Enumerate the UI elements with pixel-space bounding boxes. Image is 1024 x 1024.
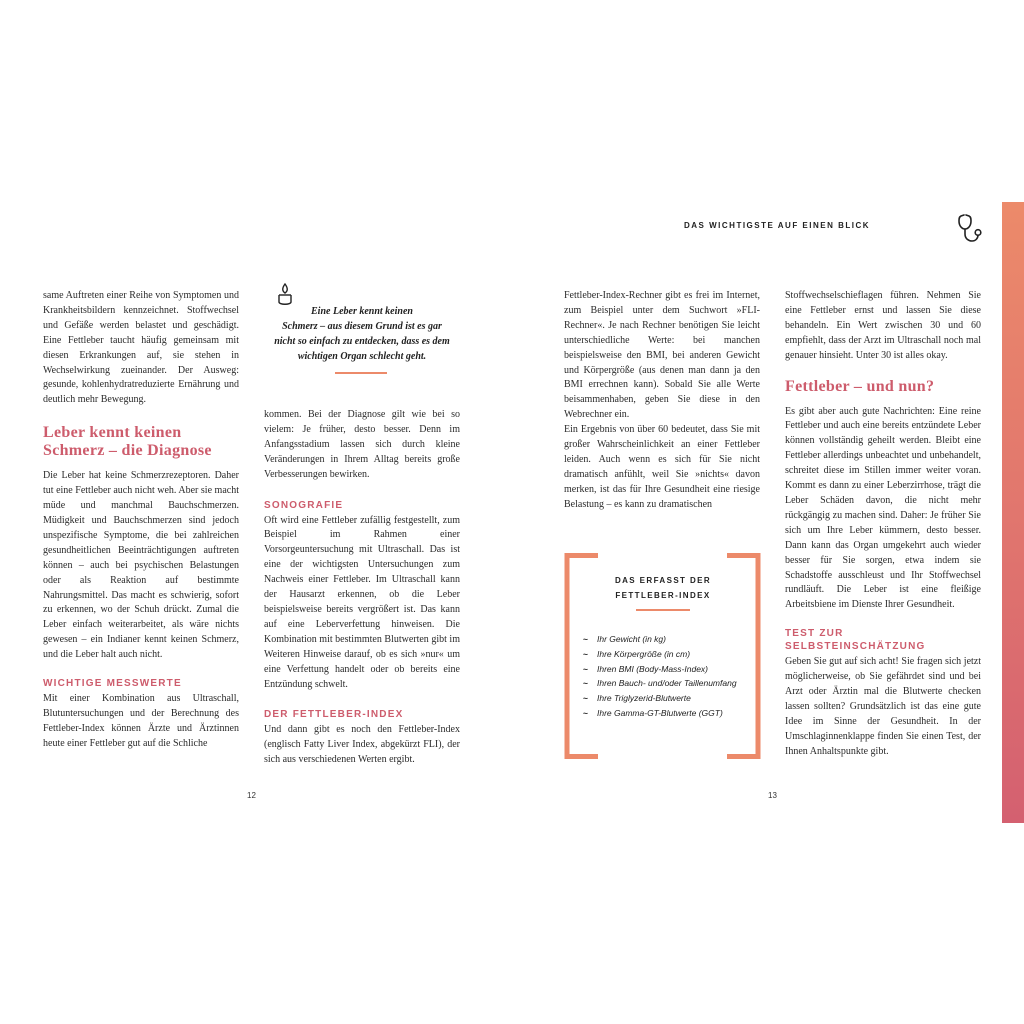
col2-body: kommen. Bei der Diagnose gilt wie bei so vielem: Je früher, desto besser. Denn im Anfangsstadium lassen sich durch kleine Veränderungen in Ihrem Alltag bereits große Verbesserungen bewirken. <box>264 409 460 480</box>
list-item: ~ Ihre Gamma-GT-Blutwerte (GGT) <box>583 706 743 721</box>
tilde-bullet-icon: ~ <box>583 707 588 718</box>
column-3 <box>564 289 760 513</box>
list-item: ~ Ihren Bauch- und/oder Taillenumfang <box>583 676 743 691</box>
list-item: ~ Ihre Körpergröße (in cm) <box>583 647 743 662</box>
col1-body2: Mit einer Kombination aus Ultraschall, Blutuntersuchungen und der Berechnung des Fettleber-Index können Ärzte und Ärztinnen heute einer Fettleber gut auf die Schliche <box>43 693 239 749</box>
box-title: DAS ERFASST DER FETTLEBER-INDEX <box>614 576 712 600</box>
col3-body: Fettleber-Index-Rechner gibt es frei im Internet, zum Beispiel unter dem Suchwort »FLI-Rechner«. Je nach Rechner benötigen Sie leicht unterschiedliche Werte: bei manchen beispielsweise den BMI, bei anderen Gewicht und Körpergröße (aus denen man dann ja den BMI errechnen kann). Sobald Sie alle Werte beisammenhaben, geben Sie diese in den Webrechner ein. <box>564 290 760 421</box>
box-list <box>583 632 743 721</box>
col1-intro: same Auftreten einer Reihe von Symptomen und Krankheitsbildern kennzeichnet. Stoffwechsel und Gefäße werden belastet und geschädigt. Eine Fettleber taucht häufig gemeinsam mit diesen Erkrankungen auf, sie stehen in Wechselwirkung zueinander. Der Ausweg: gesunde, kohlenhydratreduzierte Ernährung und deutlich mehr Bewegung. <box>43 290 239 406</box>
heading-leber-kennt-keinen-schmerz: Leber kennt keinen Schmerz – die Diagnose <box>43 424 212 460</box>
quote-divider <box>335 372 387 374</box>
subheading-test-zur-selbsteinschaetzung: TEST ZUR SELBSTEINSCHÄTZUNG <box>785 628 926 653</box>
subheading-der-fettleber-index: DER FETTLEBER-INDEX <box>264 709 404 721</box>
stethoscope-icon <box>956 212 984 246</box>
box-divider <box>636 609 690 611</box>
column-4 <box>785 289 981 760</box>
col2-body3: Und dann gibt es noch den Fettleber-Index (englisch Fatty Liver Index, abgekürzt FLI), der sich aus verschiedenen Werten ergibt. <box>264 724 460 766</box>
col2-body2: Oft wird eine Fettleber zufällig festgestellt, zum Beispiel im Rahmen einer Vorsorgeuntersuchung mit Ultraschall. Das ist eine der wichtigsten Untersuchungen zum Nachweis einer Fettleber. Im Ultraschall kann der Hausarzt erkennen, ob die Leber beispielsweise bereits vergrößert ist. Das kann auf eine Leberverfettung hinweisen. Die Kombination mit bestimmten Blutwerten gibt im Weiteren Hinweise darauf, ob es sich »nur« um eine Verfettung handelt oder ob bereits eine Entzündung schwelt. <box>264 514 460 690</box>
heading-fettleber-und-nun: Fettleber – und nun? <box>785 377 935 395</box>
chapter-sidebar-bar <box>1002 202 1024 823</box>
tilde-bullet-icon: ~ <box>583 663 588 674</box>
pull-quote: Eine Leber kennt keinen Schmerz – aus diesem Grund ist es gar nicht so einfach zu entdecken, dass es dem wichtigen Organ schlecht geht. <box>274 306 450 362</box>
subheading-wichtige-messwerte: WICHTIGE MESSWERTE <box>43 678 182 690</box>
page-number-left: 12 <box>247 791 256 800</box>
tilde-bullet-icon: ~ <box>583 634 588 644</box>
column-1 <box>43 289 239 752</box>
tilde-bullet-icon: ~ <box>583 648 588 659</box>
col4-body2: Es gibt aber auch gute Nachrichten: Eine reine Fettleber und auch eine bereits entzündete Leber können vollständig geheilt werden. Bleibt eine Fettleber allerdings unbeachtet und unbehandelt, schreitet diese im Stillen immer weiter voran. Kommt es dann zu einer Leberzirrhose, trägt die Leber Schäden davon, die nicht mehr rückgängig zu machen sind. Daher: Je früher Sie sich um Ihre Leber kümmern, desto besser. Dann kann das Organ umgekehrt auch wieder besser für Sie sorgen, etwa indem sie Schadstoffe ausschleust und Ihr Stoffwechsel rundläuft. Die Leber ist eine fleißige Arbeitsbiene im Dienste Ihrer Gesundheit. <box>785 405 981 611</box>
running-header: DAS WICHTIGSTE AUF EINEN BLICK <box>684 221 871 230</box>
list-item: ~ Ihr Gewicht (in kg) <box>583 632 743 647</box>
col3-body2: Ein Ergebnis von über 60 bedeutet, dass Sie mit großer Wahrscheinlichkeit an einer Fettleber leiden. Auch wenn es sich für Sie nicht dramatisch anfühlt, weil Sie »nichts« davon merken, ist das für Ihre Gesundheit eine riesige Belastung – es kann zu dramatischen <box>564 424 760 510</box>
col4-body3: Geben Sie gut auf sich acht! Sie fragen sich jetzt möglicherweise, ob Sie gefährdet sind und bei Arzt oder Ärztin mal die Blutwerte checken lassen sollten? Grundsätzlich ist das eine gute Idee im Sinne der Gesundheit. In der Umschlaginnenklappe finden Sie einen Test, der Ihnen Anhaltspunkte gibt. <box>785 656 981 757</box>
tilde-bullet-icon: ~ <box>583 693 588 704</box>
col4-body: Stoffwechselschieflagen führen. Nehmen Sie eine Fettleber ernst und lassen Sie diese behandeln. Ein Wert zwischen 30 und 60 empfiehlt, dass der Arzt im Ultraschall noch mal genauer hinsieht. Unter 30 ist alles okay. <box>785 290 981 361</box>
col1-body: Die Leber hat keine Schmerzrezeptoren. Daher tut eine Fettleber auch nicht weh. Aber sie macht müde und manchmal Bauchschmerzen. Müdigkeit und Bauchschmerzen sind jedoch unspezifische Symptome, die bei zahlreichen gesundheitlichen Beeinträchtigungen auftreten können – auch bei psychischen Belastungen oder als Reaktion auf bestimmte Nahrungsmittel. Das macht es schwierig, sofort zu erkennen, wo der Schuh drückt. Zumal die Leber einfach weiterarbeitet, als wäre nichts gewesen – ein Indianer kennt keinen Schmerz, und die Leber halt auch nicht. <box>43 470 239 661</box>
subheading-sonografie: SONOGRAFIE <box>264 499 344 511</box>
column-2 <box>264 408 460 768</box>
list-item: ~ Ihren BMI (Body-Mass-Index) <box>583 662 743 677</box>
page-number-right: 13 <box>768 791 777 800</box>
tilde-bullet-icon: ~ <box>583 678 588 689</box>
list-item: ~ Ihre Triglyzerid-Blutwerte <box>583 691 743 706</box>
